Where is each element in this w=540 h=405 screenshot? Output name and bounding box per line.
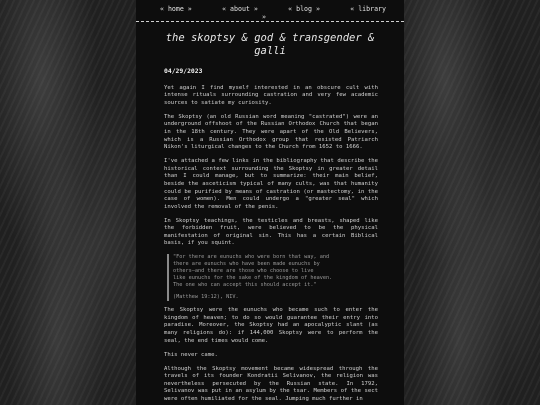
quote-citation: (Matthew 19:12), NIV. — [173, 293, 239, 300]
paragraph: This never came. — [164, 351, 218, 358]
page-title: the skoptsy & god & transgender & galli — [165, 32, 375, 57]
nav-library-link[interactable]: « library — [350, 5, 386, 13]
quote-line: "For there are eunuchs who were born that way, and — [173, 254, 330, 261]
top-nav — [136, 0, 404, 21]
paragraph: I've attached a few links in the bibliography that describe the historical context surrounding the Skoptsy in greater detail than I could manage, but to summarize: their main belief, beside the asceticism typical of many cults, was that humanity could be purified by means of castration (or mastectomy, in the case of women). Men could undergo a "greater seal" which involved the removal of the penis. — [164, 158, 378, 210]
bible-quote — [167, 254, 378, 300]
nav-about-link[interactable]: « about » — [222, 5, 258, 13]
paragraph: The Skoptsy (an old Russian word meaning "castrated") were an underground offshoot of the Russian Orthodox Church that began in the 18th century. They were apart of the Old Believers, which is a Russian Orthodox group that resisted Patriarch Nikon's liturgical changes to the Church from 1652 to 1666. — [164, 113, 378, 151]
post-date: 04/29/2023 — [164, 67, 203, 75]
quote-line: like eunuchs for the sake of the kingdom of heaven. — [173, 275, 333, 282]
nav-library-link-tail[interactable]: » — [262, 13, 266, 21]
article-body — [136, 68, 404, 404]
paragraph: Although the Skoptsy movement became widespread through the travels of its founder Kondratii Selivanov, the religion was nevertheless persecuted by the Russian state. In 1792, Selivanov was put in an asylum by the tsar. Members of the sect were often humiliated for the seal. Jumping much further in — [164, 365, 378, 402]
quote-line: there are eunuchs who have been made eunuchs by — [173, 261, 320, 268]
content-column — [136, 0, 404, 405]
quote-line: The one who can accept this should accept it." — [173, 282, 317, 289]
nav-home-link[interactable]: « home » — [160, 5, 192, 13]
paragraph: Yet again I find myself interested in an obscure cult with intense rituals surrounding castration and very few academic sources to satiate my curiosity. — [164, 84, 378, 106]
left-background-texture — [0, 0, 140, 405]
paragraph: In Skoptsy teachings, the testicles and breasts, shaped like the forbidden fruit, were believed to be the physical manifestation of original sin. This has a certain Biblical basis, if you squint. — [164, 217, 378, 247]
nav-blog-link[interactable]: « blog » — [288, 5, 320, 13]
nav-divider — [136, 21, 404, 22]
paragraph: The Skoptsy were the eunuchs who became such to enter the kingdom of heaven; to do so would guarantee their entry into paradise. Moreover, the Skoptsy had an apocalyptic slant (as many religions do): if 144,000 Skoptsy were to perform the seal, the end times would come. — [164, 307, 378, 344]
right-background-texture — [404, 0, 540, 405]
quote-line: others—and there are those who choose to live — [173, 268, 314, 275]
